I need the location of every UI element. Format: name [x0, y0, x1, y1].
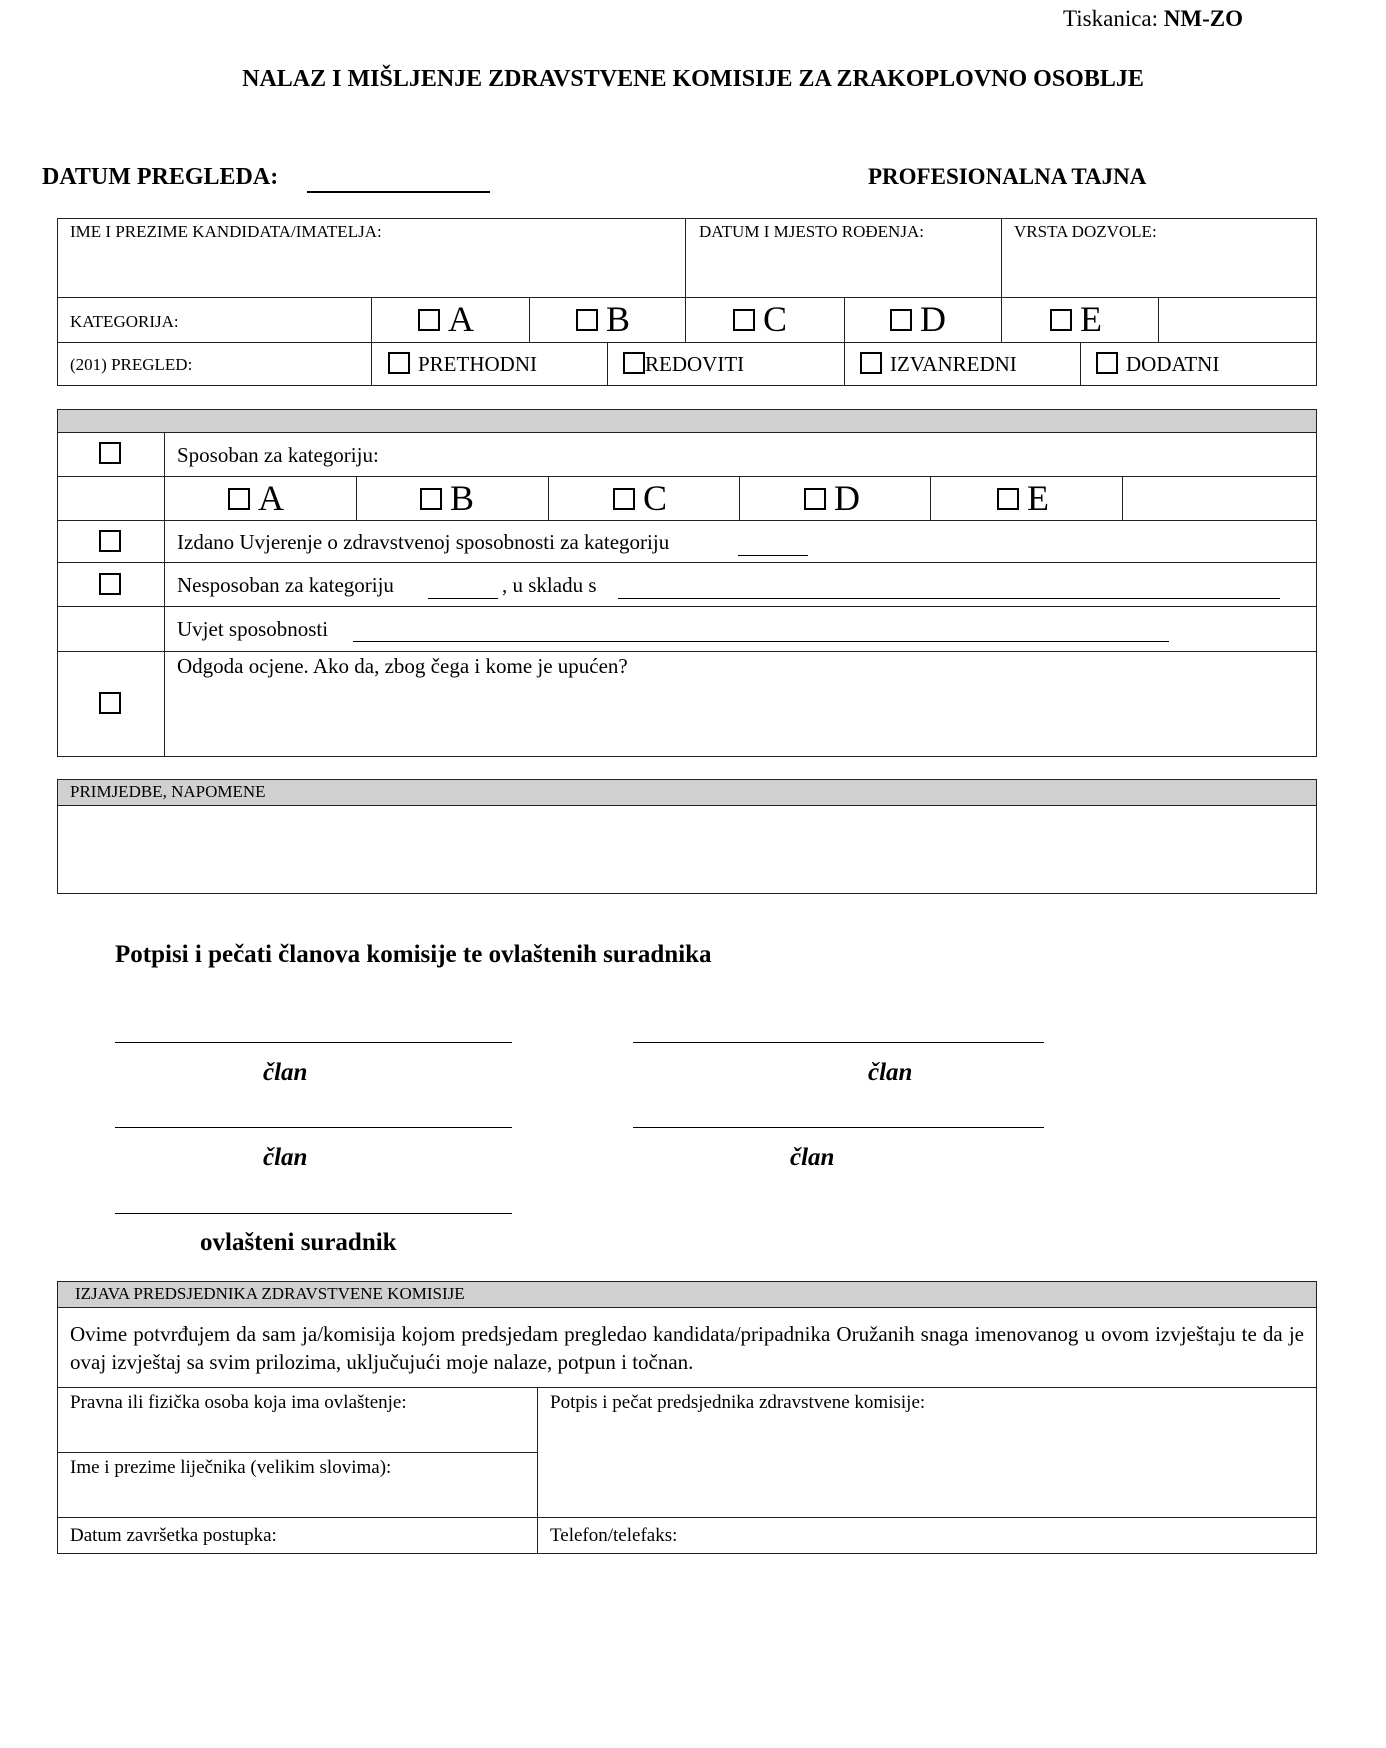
checkbox[interactable]	[623, 352, 645, 374]
option-label: REDOVITI	[645, 352, 745, 376]
category-option-b[interactable]	[576, 298, 630, 340]
member-label-2: član	[868, 1059, 913, 1086]
fit-category-a[interactable]	[228, 477, 284, 519]
exam-type-redoviti[interactable]	[623, 352, 744, 377]
birth-label: DATUM I MJESTO ROĐENJA:	[699, 222, 924, 241]
confidential-label: PROFESIONALNA TAJNA	[868, 164, 1147, 189]
member-signature-line-4[interactable]	[633, 1127, 1044, 1128]
declaration-header: IZJAVA PREDSJEDNIKA ZDRAVSTVENE KOMISIJE	[75, 1284, 465, 1303]
option-label: B	[606, 299, 631, 339]
fit-label: Sposoban za kategoriju:	[177, 443, 379, 467]
checkbox[interactable]	[388, 352, 410, 374]
option-label: PRETHODNI	[418, 352, 537, 376]
associate-label: ovlašteni suradnik	[200, 1229, 397, 1256]
deferral-label: Odgoda ocjene. Ako da, zbog čega i kome je upućen?	[177, 654, 628, 678]
exam-type-label: (201) PREGLED:	[70, 355, 193, 374]
birth-field[interactable]	[688, 238, 998, 294]
checkbox[interactable]	[890, 309, 912, 331]
checkbox[interactable]	[997, 488, 1019, 510]
candidate-name-label: IME I PREZIME KANDIDATA/IMATELJA:	[70, 222, 382, 241]
chair-signature-label: Potpis i pečat predsjednika zdravstvene komisije:	[550, 1392, 926, 1413]
category-option-d[interactable]	[890, 298, 946, 340]
certificate-label: Izdano Uvjerenje o zdravstvenoj sposobnosti za kategoriju	[177, 530, 670, 554]
exam-date-label: DATUM PREGLEDA:	[42, 164, 279, 190]
exam-date-field[interactable]	[307, 191, 490, 193]
associate-signature-line[interactable]	[115, 1213, 512, 1214]
certificate-category-field[interactable]	[738, 555, 808, 556]
category-label: KATEGORIJA:	[70, 312, 179, 331]
option-label: A	[258, 478, 284, 518]
form-code	[1063, 6, 1243, 32]
candidate-name-field[interactable]	[60, 238, 682, 294]
condition-field[interactable]	[353, 641, 1169, 642]
option-label: D	[834, 478, 860, 518]
certificate-checkbox[interactable]	[99, 530, 121, 552]
signatures-heading: Potpisi i pečati članova komisije te ovlaštenih suradnika	[115, 941, 712, 968]
form-code-value: NM-ZO	[1163, 6, 1243, 31]
fit-category-e[interactable]	[997, 477, 1049, 519]
fit-category-d[interactable]	[804, 477, 860, 519]
option-label: C	[643, 478, 668, 518]
checkbox[interactable]	[733, 309, 755, 331]
checkbox[interactable]	[613, 488, 635, 510]
entity-label: Pravna ili fizička osoba koja ima ovlaštenje:	[70, 1392, 407, 1413]
checkbox[interactable]	[860, 352, 882, 374]
category-option-a[interactable]	[418, 298, 474, 340]
remarks-field[interactable]	[60, 808, 1314, 891]
fit-category-b[interactable]	[420, 477, 474, 519]
checkbox[interactable]	[418, 309, 440, 331]
end-date-label: Datum završetka postupka:	[70, 1525, 277, 1546]
phone-label: Telefon/telefaks:	[550, 1525, 678, 1546]
fit-category-c[interactable]	[613, 477, 667, 519]
condition-label: Uvjet sposobnosti	[177, 617, 329, 641]
deferral-checkbox[interactable]	[99, 692, 121, 714]
member-signature-line-2[interactable]	[633, 1042, 1044, 1043]
license-type-label: VRSTA DOZVOLE:	[1014, 222, 1157, 241]
exam-type-prethodni[interactable]	[388, 352, 537, 377]
unfit-checkbox[interactable]	[99, 573, 121, 595]
member-label-4: član	[790, 1144, 835, 1171]
checkbox[interactable]	[804, 488, 826, 510]
checkbox[interactable]	[228, 488, 250, 510]
option-label: C	[763, 299, 788, 339]
page-title: NALAZ I MIŠLJENJE ZDRAVSTVENE KOMISIJE ZA ZRAKOPLOVNO OSOBLJE	[242, 66, 1144, 92]
unfit-label: Nesposoban za kategoriju	[177, 573, 394, 597]
option-label: E	[1080, 299, 1102, 339]
option-label: B	[450, 478, 475, 518]
fit-checkbox[interactable]	[99, 442, 121, 464]
form-code-label: Tiskanica:	[1063, 6, 1159, 31]
unfit-category-field[interactable]	[428, 598, 498, 599]
option-label: D	[920, 299, 946, 339]
category-option-e[interactable]	[1050, 298, 1102, 340]
exam-type-dodatni[interactable]	[1096, 352, 1219, 377]
unfit-accordance-label: , u skladu s	[502, 573, 597, 597]
option-label: E	[1027, 478, 1049, 518]
option-label: A	[448, 299, 474, 339]
checkbox[interactable]	[1050, 309, 1072, 331]
member-label-3: član	[263, 1144, 308, 1171]
option-label: IZVANREDNI	[890, 352, 1017, 376]
unfit-accordance-field[interactable]	[618, 598, 1280, 599]
member-signature-line-3[interactable]	[115, 1127, 512, 1128]
checkbox[interactable]	[1096, 352, 1118, 374]
declaration-text: Ovime potvrđujem da sam ja/komisija kojom predsjedam pregledao kandidata/pripadnika Oružanih snaga imenovanog u ovom izvještaju te da je ovaj izvještaj sa svim prilozima, uključujući moje nalaze, potpun i točnan.	[70, 1322, 1304, 1374]
doctor-name-label: Ime i prezime liječnika (velikim slovima):	[70, 1457, 392, 1478]
remarks-header: PRIMJEDBE, NAPOMENE	[70, 782, 266, 801]
checkbox[interactable]	[576, 309, 598, 331]
license-type-field[interactable]	[1004, 238, 1314, 294]
exam-type-izvanredni[interactable]	[860, 352, 1017, 377]
member-signature-line-1[interactable]	[115, 1042, 512, 1043]
option-label: DODATNI	[1126, 352, 1220, 376]
category-option-c[interactable]	[733, 298, 787, 340]
member-label-1: član	[263, 1059, 308, 1086]
checkbox[interactable]	[420, 488, 442, 510]
